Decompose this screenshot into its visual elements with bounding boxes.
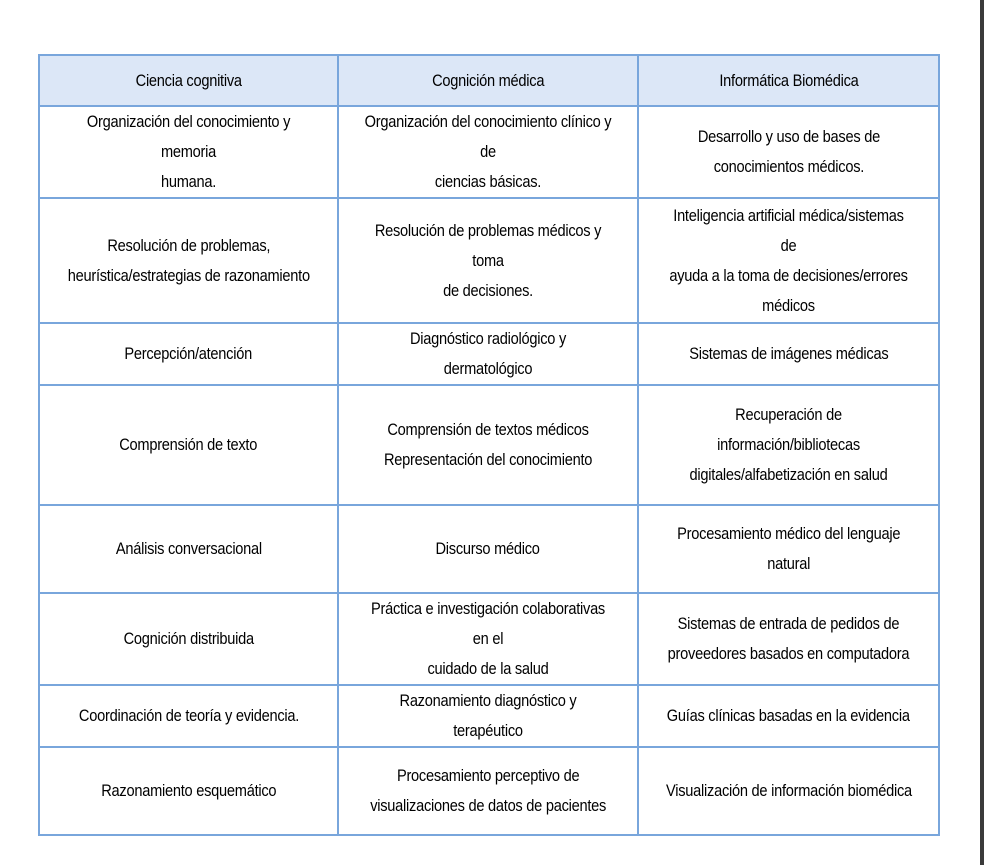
table-cell: Sistemas de entrada de pedidos de proveedores basados en computadora — [638, 593, 939, 685]
table-cell: Procesamiento perceptivo de visualizaciones de datos de pacientes — [338, 747, 638, 835]
table-cell: Procesamiento médico del lenguaje natural — [638, 505, 939, 593]
table-cell: Percepción/atención — [39, 323, 338, 385]
table-cell: Cognición distribuida — [39, 593, 338, 685]
table-cell: Recuperación de información/bibliotecas digitales/alfabetización en salud — [638, 385, 939, 505]
table-row — [39, 505, 939, 593]
header-cognitive-science: Ciencia cognitiva — [39, 55, 338, 106]
table-row — [39, 685, 939, 747]
table-cell: Práctica e investigación colaborativas en el cuidado de la salud — [338, 593, 638, 685]
table-cell: Desarrollo y uso de bases de conocimientos médicos. — [638, 106, 939, 198]
table-row — [39, 747, 939, 835]
table-cell: Análisis conversacional — [39, 505, 338, 593]
table-row — [39, 593, 939, 685]
header-medical-cognition: Cognición médica — [338, 55, 638, 106]
table-cell: Resolución de problemas médicos y toma de decisiones. — [338, 198, 638, 323]
right-edge-border — [980, 0, 984, 865]
comparison-table — [38, 54, 940, 836]
table-cell: Visualización de información biomédica — [638, 747, 939, 835]
table-row — [39, 198, 939, 323]
table-cell: Discurso médico — [338, 505, 638, 593]
table-cell: Diagnóstico radiológico y dermatológico — [338, 323, 638, 385]
table-cell: Inteligencia artificial médica/sistemas de ayuda a la toma de decisiones/errores médicos — [638, 198, 939, 323]
table-cell: Resolución de problemas, heurística/estrategias de razonamiento — [39, 198, 338, 323]
table-row — [39, 385, 939, 505]
table-row — [39, 323, 939, 385]
header-biomedical-informatics: Informática Biomédica — [638, 55, 939, 106]
table-row — [39, 106, 939, 198]
table-cell: Guías clínicas basadas en la evidencia — [638, 685, 939, 747]
header-row — [39, 55, 939, 106]
table-cell: Sistemas de imágenes médicas — [638, 323, 939, 385]
table-cell: Comprensión de textos médicos Representación del conocimiento — [338, 385, 638, 505]
table-cell: Organización del conocimiento y memoria humana. — [39, 106, 338, 198]
table-cell: Coordinación de teoría y evidencia. — [39, 685, 338, 747]
table-cell: Razonamiento diagnóstico y terapéutico — [338, 685, 638, 747]
table-cell: Organización del conocimiento clínico y de ciencias básicas. — [338, 106, 638, 198]
table-cell: Razonamiento esquemático — [39, 747, 338, 835]
table-cell: Comprensión de texto — [39, 385, 338, 505]
